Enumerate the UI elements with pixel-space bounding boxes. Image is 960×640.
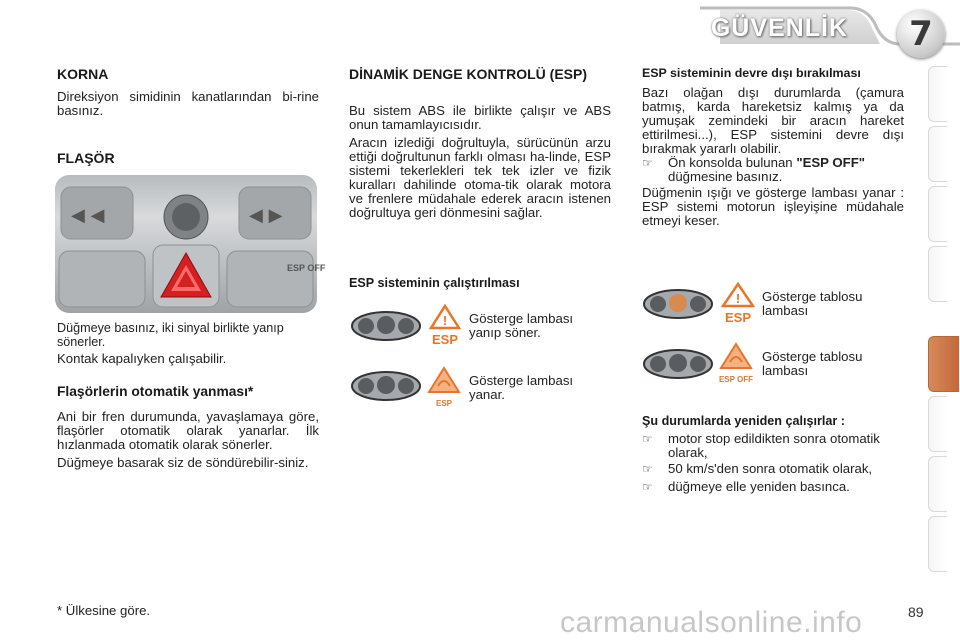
esp-warning-icon <box>720 282 756 324</box>
caption-lit: Gösterge lambası yanar. <box>469 373 574 402</box>
esp-disable-title: ESP sisteminin devre dışı bırakılması <box>642 66 861 80</box>
dashboard-cluster-icon <box>350 310 422 342</box>
chapter-tab[interactable] <box>928 516 947 572</box>
hazard-panel-illustration <box>55 175 326 313</box>
reactivate-item-text: 50 km/s'den sonra otomatik olarak, <box>668 461 873 476</box>
svg-text:◀ ▶: ◀ ▶ <box>249 205 283 226</box>
esp-off-result-text: Düğmenin ışığı ve gösterge lambası yanar : ESP sistemi motorun işleyişine müdahale etmeyi keser. <box>642 185 904 228</box>
caption-flashing: Gösterge lambası yanıp söner. <box>469 311 574 340</box>
section-title: GÜVENLİK <box>710 14 848 42</box>
chapter-tab[interactable] <box>928 396 947 452</box>
reactivate-item <box>642 462 904 476</box>
caption-cluster-2: Gösterge tablosu lambası <box>762 349 863 378</box>
page-number: 89 <box>908 604 924 620</box>
caption-cluster-1: Gösterge tablosu lambası <box>762 289 863 318</box>
dashboard-cluster-icon <box>642 288 714 320</box>
dashboard-cluster-icon <box>350 370 422 402</box>
hazard-switch-photo <box>55 175 326 313</box>
footnote: * Ülkesine göre. <box>57 603 151 618</box>
reactivate-item <box>642 432 904 460</box>
auto-hazard-text-2: Düğmeye basarak siz de söndürebilir-siniz. <box>57 455 309 470</box>
pointing-hand-icon: ☞ <box>642 156 653 170</box>
bullet-text-suffix: düğmesine basınız. <box>668 169 783 184</box>
esp-text-2: Aracın izlediği doğrultuyla, sürücünün arzu ettiği doğrultunun farklı olması ha-linde, ESP sistemi tekerlekleri tek tek izler ve fizik kuralları dahilinde otoma-tik olarak motora ve frenlere müdahale ederek aracın istenen doğrultuya geri dönmesini sağlar. <box>349 135 611 220</box>
auto-hazard-title: Flaşörlerin otomatik yanması* <box>57 384 254 399</box>
esp-title: DİNAMİK DENGE KONTROLÜ (ESP) <box>349 66 587 82</box>
esp-off-bullet <box>642 156 904 184</box>
chapter-tab[interactable] <box>928 246 947 302</box>
esp-text-1: Bu sistem ABS ile birlikte çalışır ve ABS onun tamamlayıcısıdır. <box>349 103 611 132</box>
svg-text:◀ ◀: ◀ ◀ <box>71 205 105 226</box>
esp-off-warning-icon <box>712 342 760 386</box>
reactivate-item-text: düğmeye elle yeniden basınca. <box>668 479 850 494</box>
chapter-tab[interactable] <box>928 66 947 122</box>
flasor-title: FLAŞÖR <box>57 150 115 166</box>
esp-label: ESP <box>724 310 752 325</box>
reactivate-title: Şu durumlarda yeniden çalışırlar : <box>642 414 845 428</box>
korna-text: Direksiyon simidinin kanatlarından bi-rine basınız. <box>57 89 319 118</box>
esp-off-label: ESP OFF <box>718 375 754 384</box>
chapter-number: 7 <box>909 14 933 54</box>
pointing-hand-icon: ☞ <box>642 462 653 476</box>
korna-title: KORNA <box>57 66 109 82</box>
auto-hazard-text-1: Ani bir fren durumunda, yavaşlamaya göre, flaşörler otomatik olarak yanarlar. İlk hızlanmada otomatik olarak sönerler. <box>57 409 319 452</box>
chapter-tab[interactable] <box>928 126 947 182</box>
flasor-text-1: Düğmeye basınız, iki sinyal birlikte yanıp sönerler. <box>57 321 284 349</box>
bullet-text-prefix: Ön konsolda bulunan <box>668 155 797 170</box>
watermark: carmanualsonline.info <box>560 606 863 639</box>
chapter-tab[interactable] <box>928 186 947 242</box>
esp-warning-icon-flashing <box>428 304 462 346</box>
flasor-text-2: Kontak kapalıyken çalışabilir. <box>57 351 227 366</box>
svg-text:!: ! <box>442 313 448 328</box>
esp-operation-title: ESP sisteminin çalıştırılması <box>349 276 520 290</box>
reactivate-item-text: motor stop edildikten sonra otomatik olarak, <box>668 431 880 460</box>
esp-label: ESP <box>435 399 453 408</box>
esp-off-button-name: "ESP OFF" <box>796 155 865 170</box>
reactivate-item <box>642 480 904 494</box>
chapter-tab-active[interactable] <box>928 336 959 392</box>
esp-label: ESP <box>431 332 459 347</box>
chapter-tab[interactable] <box>928 456 947 512</box>
pointing-hand-icon: ☞ <box>642 432 653 446</box>
dashboard-cluster-icon <box>642 348 714 380</box>
chapter-badge <box>897 10 945 58</box>
pointing-hand-icon: ☞ <box>642 480 653 494</box>
esp-disable-text: Bazı olağan dışı durumlarda (çamura batmış, karda hareketsiz kalmış ya da yumuşak zemindeki bir aracın hareket ettirilmesi...), ESP sistemini devre dışı bırakmak yararlı olabilir. <box>642 85 904 156</box>
svg-text:!: ! <box>735 291 741 306</box>
esp-warning-icon-lit <box>426 366 462 410</box>
esp-off-button-label: ESP OFF <box>287 263 326 273</box>
